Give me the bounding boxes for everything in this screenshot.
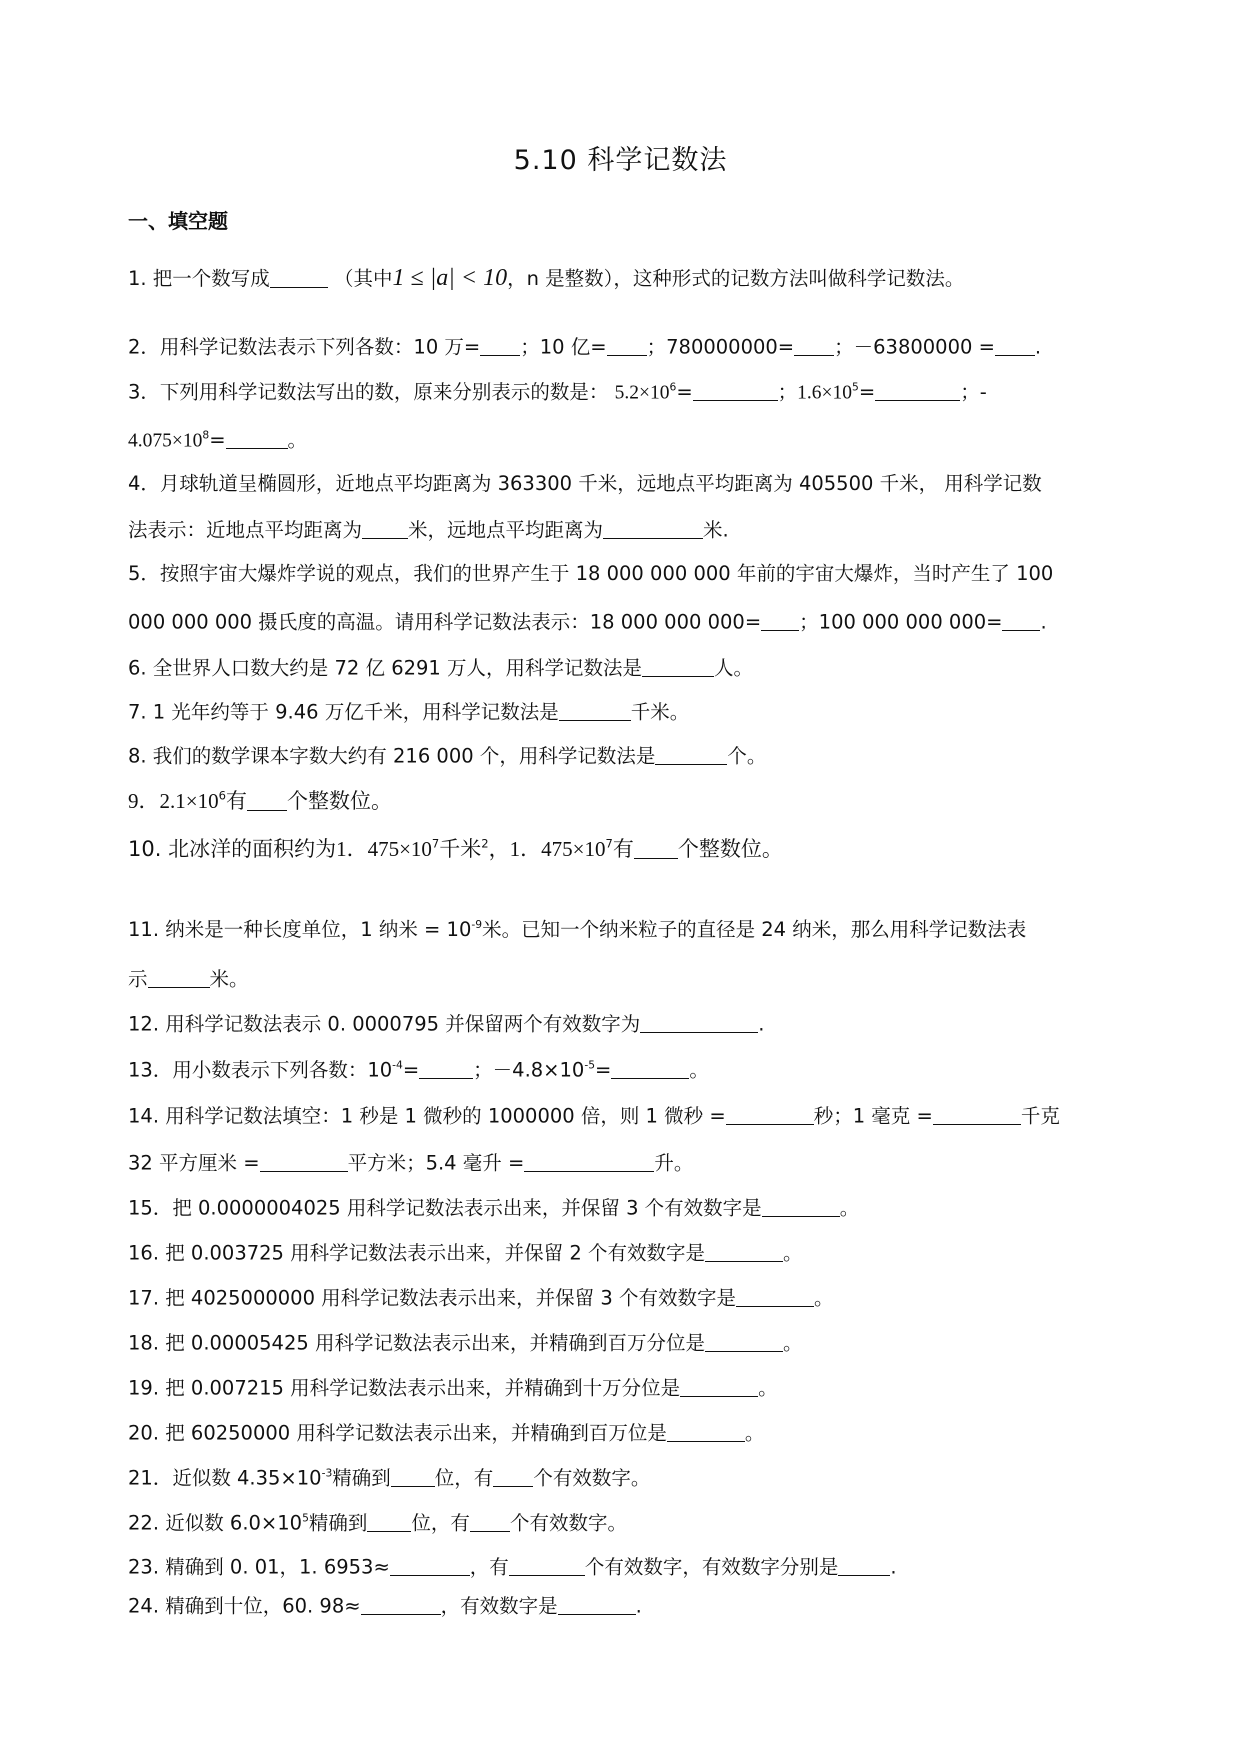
q20-text: 20. 把 60250000 用科学记数法表示出来，并精确到百万位是 <box>128 1421 667 1445</box>
q3-eq-2: = <box>858 380 876 404</box>
q4-text: 4．月球轨道呈椭圆形，近地点平均距离为 363300 千米，远地点平均距离为 405500 千米， 用科学记数 <box>128 472 1042 495</box>
question-6 <box>128 656 753 680</box>
q17-text: 17. 把 4025000000 用科学记数法表示出来，并保留 3 个有效数字是 <box>128 1286 736 1310</box>
q1-math: 1 ≤ |a| < 10 <box>392 265 508 291</box>
q1-blank[interactable] <box>270 267 328 288</box>
q2-blank-3[interactable] <box>794 335 834 356</box>
q4-text-4: 米. <box>703 518 729 542</box>
q16-end: 。 <box>782 1241 803 1265</box>
q24-text-2: ，有效数字是 <box>440 1594 558 1618</box>
q23-blank-1[interactable] <box>390 1555 470 1576</box>
q14-blank-4[interactable] <box>524 1151 654 1172</box>
question-23 <box>128 1555 897 1579</box>
q10-exp-unit: 2 <box>481 836 489 851</box>
question-16 <box>128 1241 802 1265</box>
q2-blank-1[interactable] <box>480 335 520 356</box>
q10-text-5: 个整数位。 <box>677 837 783 862</box>
q22-text-2: 位，有 <box>411 1511 470 1535</box>
q10-exp-2: 7 <box>605 836 613 851</box>
q18-blank[interactable] <box>705 1331 783 1352</box>
q10-text-3: ， <box>488 837 510 862</box>
page-title: 5.10 科学记数法 <box>513 145 728 176</box>
q3-num-3: 4.075×10 <box>128 430 203 452</box>
q7-text: 7. 1 光年约等于 9.46 万亿千米，用科学记数法是 <box>128 700 559 724</box>
q3-text: 3．下列用科学记数法写出的数，原来分别表示的数是： <box>128 380 609 404</box>
question-20 <box>128 1421 764 1445</box>
question-21 <box>128 1466 650 1490</box>
q4-blank-2[interactable] <box>603 518 703 539</box>
q5-text-2: 000 000 000 摄氏度的高温。请用科学记数法表示：18 000 000 000= <box>128 610 762 634</box>
q9-text: 有 <box>225 789 247 814</box>
q15-blank[interactable] <box>762 1196 840 1217</box>
q11-exp: -9 <box>471 917 483 931</box>
q13-end: 。 <box>689 1058 709 1082</box>
q10-text-4: 有 <box>612 837 634 862</box>
q14-blank-1[interactable] <box>726 1104 814 1125</box>
q14-text-3: 千克 <box>1020 1104 1060 1128</box>
q10-text: 10. 北冰洋的面积约为 <box>128 837 337 862</box>
q15-end: 。 <box>839 1196 860 1220</box>
q7-text-2: 千米。 <box>630 700 690 724</box>
question-4 <box>128 472 1042 495</box>
question-22 <box>128 1511 627 1535</box>
q5-text-3: ；100 000 000 000= <box>799 610 1003 634</box>
q3-end: 。 <box>287 428 308 452</box>
q7-blank[interactable] <box>559 700 631 721</box>
q21-blank-1[interactable] <box>391 1466 435 1487</box>
q21-text: 精确到 <box>332 1466 391 1490</box>
q22-num: 22. 近似数 6.0×10 <box>128 1511 303 1535</box>
q8-text-2: 个。 <box>727 744 767 768</box>
q17-blank[interactable] <box>736 1286 814 1307</box>
q19-end: 。 <box>758 1376 778 1400</box>
q11-text: 11. 纳米是一种长度单位，1 纳米 = 10 <box>128 918 472 941</box>
q14-text: 14. 用科学记数法填空：1 秒是 1 微秒的 1000000 倍，则 1 微秒 = <box>128 1104 726 1128</box>
q4-text-3: 米，远地点平均距离为 <box>408 518 604 542</box>
q14-text-2: 秒；1 毫克 = <box>813 1104 933 1128</box>
question-13 <box>128 1058 709 1082</box>
q13-blank-1[interactable] <box>419 1058 473 1079</box>
question-5 <box>128 562 1053 585</box>
q6-text-2: 人。 <box>714 656 754 680</box>
q1-text-2: （其中 <box>334 267 393 290</box>
q11-text-4: 米。 <box>209 967 249 991</box>
q2-text-2: ；10 亿= <box>520 335 607 359</box>
q3-blank-3[interactable] <box>226 428 288 449</box>
q23-blank-2[interactable] <box>509 1555 585 1576</box>
question-7 <box>128 700 689 724</box>
q11-text-3: 示 <box>128 967 148 991</box>
q3-eq-1: = <box>676 380 693 404</box>
q23-text-3: 个有效数字，有效数字分别是 <box>584 1555 839 1579</box>
q3-exp-2: 5 <box>852 380 859 394</box>
q3-num-1: 5.2×10 <box>614 382 670 404</box>
q11-text-2: 米。已知一个纳米粒子的直径是 24 纳米，那么用科学记数法表 <box>482 918 1027 941</box>
q20-blank[interactable] <box>667 1421 745 1442</box>
q17-end: 。 <box>813 1286 834 1310</box>
q3-num-2: ；1.6×10 <box>777 382 853 404</box>
question-12 <box>128 1012 764 1036</box>
section-heading: 一、填空题 <box>128 209 228 233</box>
q24-text: 24. 精确到十位，60. 98≈ <box>128 1594 361 1618</box>
q23-text-2: ，有 <box>469 1555 509 1579</box>
q10-exp-1: 7 <box>431 836 440 851</box>
q13-text-2: ；－4.8×10 <box>473 1058 585 1082</box>
q24-blank-2[interactable] <box>558 1594 636 1615</box>
q19-blank[interactable] <box>680 1376 758 1397</box>
question-19 <box>128 1376 778 1400</box>
q16-blank[interactable] <box>705 1241 783 1262</box>
q23-text: 23. 精确到 0. 01，1. 6953≈ <box>128 1555 390 1579</box>
q14-blank-3[interactable] <box>260 1151 348 1172</box>
q4-blank-1[interactable] <box>362 518 408 539</box>
q10-blank[interactable] <box>634 836 678 859</box>
q22-exp: 5 <box>302 1511 309 1525</box>
q3-blank-1[interactable] <box>693 380 778 401</box>
question-11-line-2 <box>128 967 249 991</box>
q18-text: 18. 把 0.00005425 用科学记数法表示出来，并精确到百万分位是 <box>128 1331 705 1355</box>
q4-text-2: 法表示：近地点平均距离为 <box>128 518 363 542</box>
q18-end: 。 <box>782 1331 803 1355</box>
question-11 <box>128 918 1026 941</box>
q23-end: . <box>890 1555 897 1579</box>
q24-blank-1[interactable] <box>361 1594 441 1615</box>
q21-num: 21．近似数 4.35×10 <box>128 1466 322 1490</box>
q21-exp: -3 <box>321 1466 333 1480</box>
q1-text: 1. 把一个数写成 <box>128 267 270 290</box>
question-15 <box>128 1196 859 1220</box>
q11-blank[interactable] <box>148 967 210 988</box>
q5-blank-1[interactable] <box>761 610 799 631</box>
q15-text: 15．把 0.0000004025 用科学记数法表示出来，并保留 3 个有效数字是 <box>128 1196 762 1220</box>
q2-text-5: . <box>1034 335 1042 359</box>
q21-text-3: 个有效数字。 <box>533 1466 651 1490</box>
q3-blank-2[interactable] <box>875 380 960 401</box>
q12-text-2: . <box>758 1012 765 1036</box>
q13-text: 13．用小数表示下列各数：10 <box>128 1058 393 1082</box>
q20-end: 。 <box>744 1421 765 1445</box>
q2-text-3: ；780000000= <box>646 335 795 359</box>
q9-num: 9．2.1×10 <box>128 789 219 814</box>
q10-text-2: 千米 <box>439 837 482 862</box>
q21-blank-2[interactable] <box>493 1466 533 1487</box>
q9-exp: 6 <box>218 788 226 803</box>
question-2 <box>128 335 1041 359</box>
q1-text-3: ，n 是整数），这种形式的记数方法叫做科学记数法。 <box>507 267 965 290</box>
q10-math-1: 1．475×10 <box>336 837 432 862</box>
q9-blank[interactable] <box>247 788 287 811</box>
question-10 <box>128 836 783 862</box>
q22-text: 精确到 <box>308 1511 368 1535</box>
q13-eq-1: = <box>402 1058 420 1082</box>
q8-blank[interactable] <box>655 744 727 765</box>
q14-text-5: 平方米；5.4 毫升 = <box>347 1151 525 1175</box>
q19-text: 19. 把 0.007215 用科学记数法表示出来，并精确到十万分位是 <box>128 1376 681 1400</box>
q22-text-3: 个有效数字。 <box>509 1511 627 1535</box>
q6-text: 6. 全世界人口数大约是 72 亿 6291 万人，用科学记数法是 <box>128 656 643 680</box>
q13-exp-1: -4 <box>392 1058 403 1072</box>
q5-blank-2[interactable] <box>1002 610 1040 631</box>
q13-eq-2: = <box>595 1058 612 1082</box>
q22-blank-1[interactable] <box>367 1511 411 1532</box>
question-3 <box>128 380 987 405</box>
q21-text-2: 位，有 <box>434 1466 494 1490</box>
question-14 <box>128 1104 1060 1128</box>
q12-blank[interactable] <box>640 1012 758 1033</box>
question-24 <box>128 1594 642 1618</box>
q3-eq-3: = <box>209 428 226 452</box>
q5-text: 5．按照宇宙大爆炸学说的观点，我们的世界产生于 18 000 000 000 年前的宇宙大爆炸，当时产生了 100 <box>128 562 1054 585</box>
question-1 <box>128 264 964 293</box>
q3-exp-3: 8 <box>202 428 210 442</box>
question-5-line-2 <box>128 610 1047 634</box>
q2-blank-2[interactable] <box>607 335 647 356</box>
q23-blank-3[interactable] <box>838 1555 890 1576</box>
q10-math-2: 1．475×10 <box>509 837 606 862</box>
q13-blank-2[interactable] <box>611 1058 689 1079</box>
question-3-line-2 <box>128 428 307 453</box>
q16-text: 16. 把 0.003725 用科学记数法表示出来，并保留 2 个有效数字是 <box>128 1241 705 1265</box>
question-17 <box>128 1286 834 1310</box>
q2-text: 2．用科学记数法表示下列各数：10 万= <box>128 335 481 359</box>
question-14-line-2 <box>128 1151 693 1175</box>
q8-text: 8. 我们的数学课本字数大约有 216 000 个，用科学记数法是 <box>128 744 656 768</box>
q14-text-4: 32 平方厘米 = <box>128 1151 260 1175</box>
q3-exp-1: 6 <box>669 380 677 394</box>
q24-end: . <box>635 1594 642 1618</box>
q22-blank-2[interactable] <box>470 1511 510 1532</box>
question-8 <box>128 744 766 768</box>
question-4-line-2 <box>128 518 729 542</box>
q6-blank[interactable] <box>642 656 714 677</box>
question-18 <box>128 1331 802 1355</box>
q3-text-2: ；- <box>960 380 987 404</box>
q9-text-2: 个整数位。 <box>286 789 392 814</box>
q5-text-4: . <box>1040 610 1047 634</box>
q13-exp-2: -5 <box>584 1058 596 1072</box>
q2-blank-4[interactable] <box>995 335 1035 356</box>
q12-text: 12. 用科学记数法表示 0. 0000795 并保留两个有效数字为 <box>128 1012 641 1036</box>
q14-text-6: 升。 <box>654 1151 694 1175</box>
q14-blank-2[interactable] <box>933 1104 1021 1125</box>
q2-text-4: ；－63800000 = <box>834 335 995 359</box>
question-9 <box>128 788 392 814</box>
